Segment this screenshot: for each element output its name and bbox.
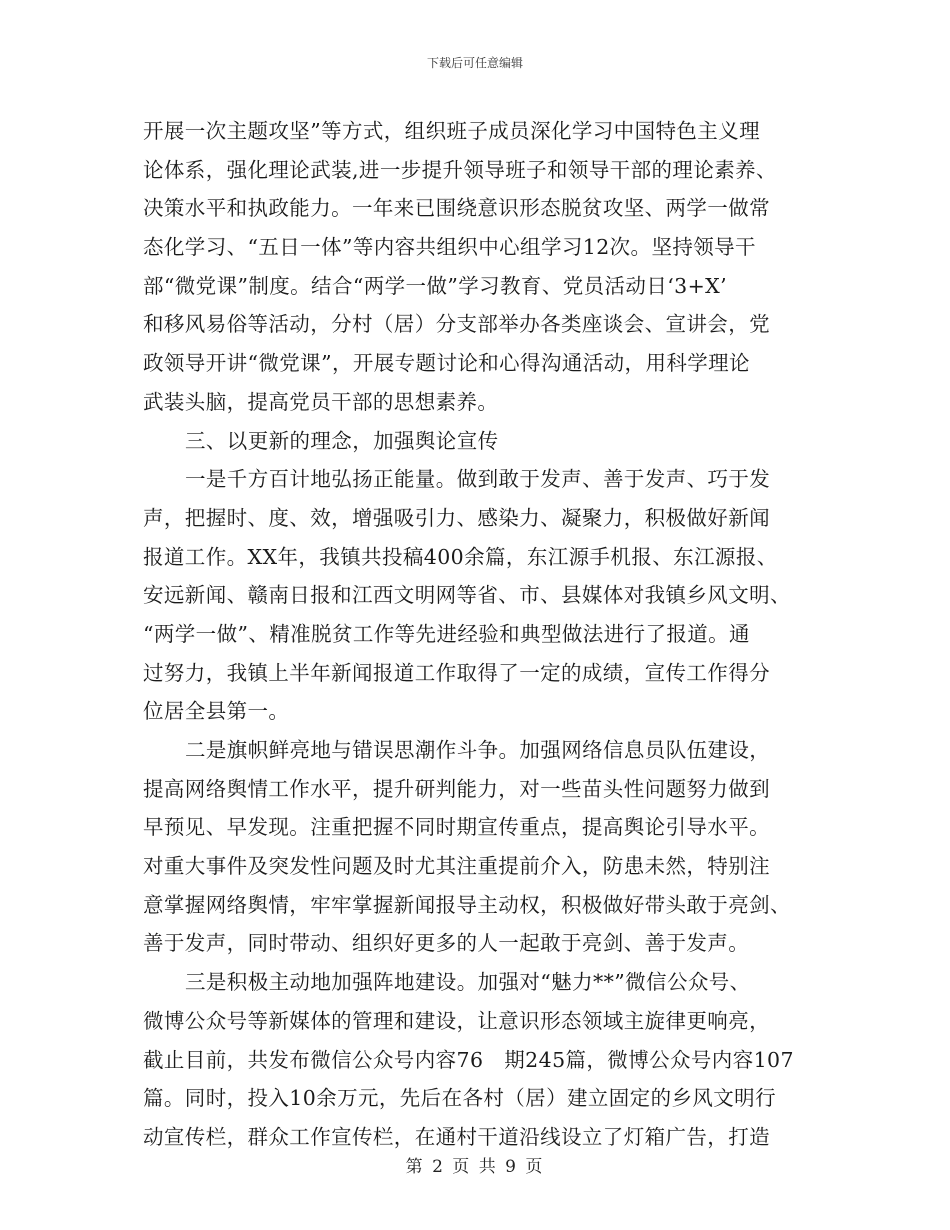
text-line: 微博公众号等新媒体的管理和建设，让意识形态领域主旋律更响亮， [143, 1008, 770, 1033]
text-line: 位居全县第一。 [143, 699, 290, 724]
text-line: 篇。同时，投入10余万元，先后在各村（居）建立固定的乡风文明行 [143, 1086, 776, 1111]
text-line: 早预见、早发现。注重把握不同时期宣传重点，提高舆论引导水平。 [143, 815, 770, 840]
text-line: 提高网络舆情工作水平，提升研判能力，对一些苗头性问题努力做到 [143, 776, 770, 801]
text-line: 决策水平和执政能力。一年来已围绕意识形态脱贫攻坚、两学一做常 [143, 196, 770, 221]
text-line: 过努力，我镇上半年新闻报道工作取得了一定的成绩，宣传工作得分 [143, 660, 770, 685]
text-line: 截止目前，共发布微信公众号内容76 期245篇，微博公众号内容107 [143, 1047, 794, 1072]
section-heading: 三、以更新的理念，加强舆论宣传 [185, 428, 499, 453]
page-header: 下载后可任意编辑 [426, 56, 523, 70]
text-line: 报道工作。XX年，我镇共投稿400余篇，东江源手机报、东江源报、 [143, 544, 778, 569]
text-line: 动宣传栏，群众工作宣传栏，在通村干道沿线设立了灯箱广告，打造 [143, 1124, 770, 1149]
text-line: 论体系，强化理论武装,进一步提升领导班子和领导干部的理论素养、 [143, 157, 777, 182]
text-line: 武装头脑，提高党员干部的思想素养。 [143, 389, 499, 414]
page-footer: 第 2 页 共 9 页 [405, 1157, 545, 1177]
text-line: “两学一做”、精准脱贫工作等先进经验和典型做法进行了报道。通 [143, 621, 750, 646]
text-line: 二是旗帜鲜亮地与错误思潮作斗争。加强网络信息员队伍建设， [185, 738, 771, 762]
text-line: 和移风易俗等活动，分村（居）分支部举办各类座谈会、宣讲会，党 [143, 312, 770, 337]
text-line: 意掌握网络舆情，牢牢掌握新闻报导主动权，积极做好带头敢于亮剑、 [143, 892, 791, 917]
text-line: 三是积极主动地加强阵地建设。加强对“魅力**”微信公众号、 [185, 970, 751, 995]
text-line: 一是千方百计地弘扬正能量。做到敢于发声、善于发声、巧于发 [185, 467, 771, 492]
document-body [143, 112, 815, 1157]
text-line: 声，把握时、度、效，增强吸引力、感染力、凝聚力，积极做好新闻 [143, 505, 770, 530]
text-line: 部“微党课”制度。结合“两学一做”学习教育、党员活动日‘3+X’ [143, 273, 728, 298]
text-line: 态化学习、“五日一体”等内容共组织中心组学习12次。坚持领导干 [143, 235, 756, 260]
text-line: 开展一次主题攻坚”等方式，组织班子成员深化学习中国特色主义理 [143, 119, 760, 143]
text-line: 对重大事件及突发性问题及时尤其注重提前介入，防患未然，特别注 [143, 854, 770, 879]
text-line: 善于发声，同时带动、组织好更多的人一起敢于亮剑、善于发声。 [143, 931, 750, 956]
text-line: 安远新闻、赣南日报和江西文明网等省、市、县媒体对我镇乡风文明、 [143, 583, 791, 608]
text-line: 政领导开讲“微党课”，开展专题讨论和心得沟通活动，用科学理论 [143, 351, 750, 376]
